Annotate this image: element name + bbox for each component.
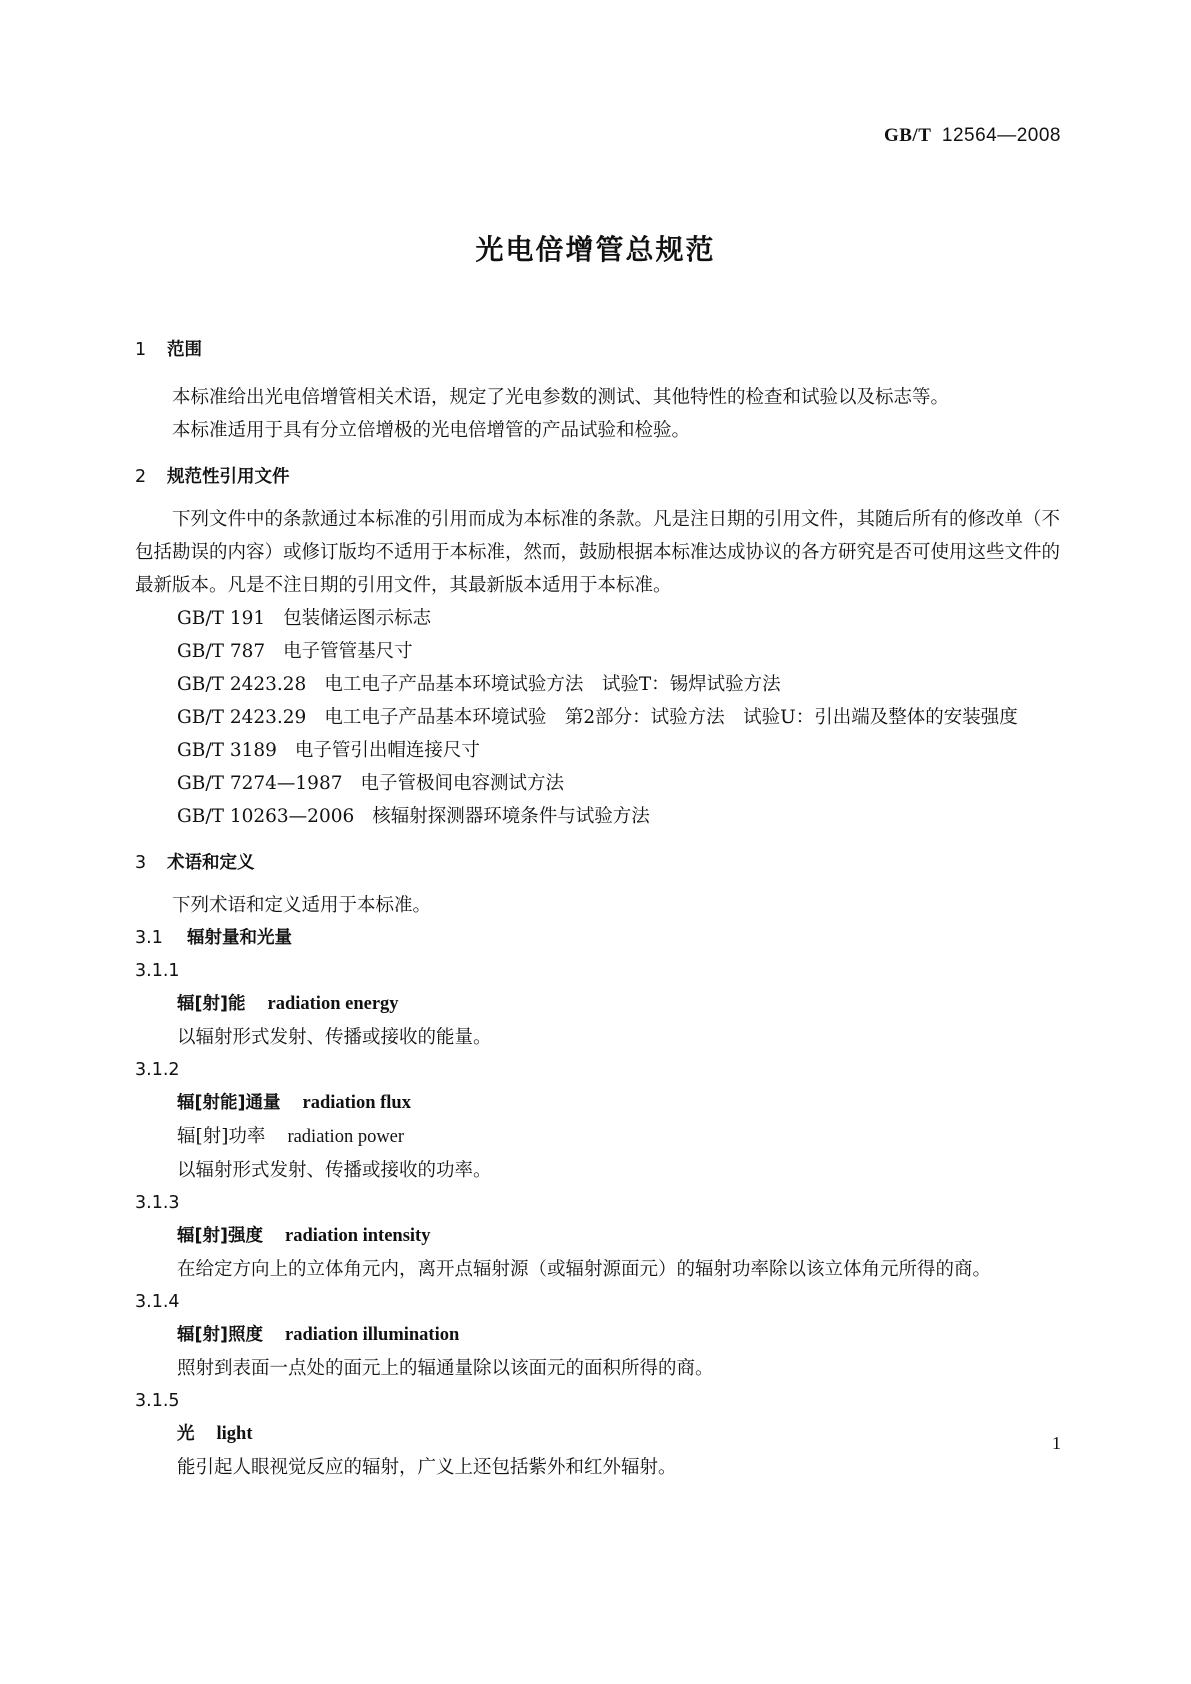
term-definition: 以辐射形式发射、传播或接收的能量。	[177, 1027, 492, 1048]
term-definition: 照射到表面一点处的面元上的辐通量除以该面元的面积所得的商。	[177, 1358, 714, 1379]
term-entry	[135, 1220, 1060, 1253]
term-zh: 辐[射能]通量	[177, 1093, 281, 1113]
term-definition: 在给定方向上的立体角元内，离开点辐射源（或辐射源面元）的辐射功率除以该立体角元所得的商。	[177, 1259, 992, 1280]
term-definition: 能引起人眼视觉反应的辐射，广义上还包括紫外和红外辐射。	[177, 1457, 677, 1478]
reference-code: GB/T 787	[177, 641, 266, 662]
reference-title: 电子管极间电容测试方法	[360, 773, 565, 794]
section-number: 1	[135, 340, 147, 360]
standard-prefix: GB/T	[883, 125, 932, 146]
reference-title: 电工电子产品基本环境试验方法 试验T：锡焊试验方法	[324, 674, 781, 695]
terms-intro: 下列术语和定义适用于本标准。	[172, 895, 432, 916]
reference-title: 电子管引出帽连接尺寸	[294, 740, 480, 761]
reference-item	[135, 800, 1060, 833]
reference-item	[135, 767, 1060, 800]
synonym-en: radiation power	[287, 1127, 405, 1147]
term-zh: 辐[射]强度	[177, 1226, 263, 1246]
term-en: radiation energy	[267, 994, 399, 1014]
document-title: 光电倍增管总规范	[475, 233, 716, 266]
reference-code: GB/T 191	[177, 608, 266, 629]
standard-number: 12564—2008	[941, 125, 1061, 146]
clause-number: 3.1.2	[135, 1060, 180, 1080]
reference-code: GB/T 7274—1987	[177, 773, 343, 794]
reference-title: 电工电子产品基本环境试验 第2部分：试验方法 试验U：引出端及整体的安装强度	[324, 707, 1018, 728]
section-2-heading	[135, 461, 1060, 494]
term-en: radiation intensity	[285, 1226, 431, 1246]
section-title: 术语和定义	[167, 853, 255, 873]
section-title: 规范性引用文件	[167, 467, 290, 487]
term-entry	[135, 1087, 1060, 1120]
subsection-3-1-heading	[135, 922, 1060, 955]
term-zh: 光	[177, 1424, 195, 1444]
term-entry	[135, 1319, 1060, 1352]
reference-item	[135, 701, 1060, 734]
scope-paragraph-1: 本标准给出光电倍增管相关术语，规定了光电参数的测试、其他特性的检查和试验以及标志等。	[172, 387, 950, 408]
clause-number: 3.1.4	[135, 1292, 180, 1312]
reference-item	[135, 668, 1060, 701]
section-title: 范围	[167, 340, 202, 360]
subsection-title: 辐射量和光量	[187, 928, 292, 948]
reference-code: GB/T 2423.28	[177, 674, 307, 695]
reference-code: GB/T 2423.29	[177, 707, 307, 728]
scope-paragraph-2: 本标准适用于具有分立倍增极的光电倍增管的产品试验和检验。	[172, 420, 691, 441]
reference-item	[135, 602, 1060, 635]
page-number: 1	[1052, 1433, 1061, 1453]
synonym-zh: 辐[射]功率	[177, 1126, 266, 1147]
clause-number: 3.1.3	[135, 1193, 180, 1213]
standard-identifier	[884, 125, 1061, 147]
reference-code: GB/T 3189	[177, 740, 277, 761]
term-synonym	[135, 1120, 1060, 1154]
section-number: 3	[135, 853, 147, 873]
references-intro: 下列文件中的条款通过本标准的引用而成为本标准的条款。凡是注日期的引用文件，其随后所有的修改单（不包括勘误的内容）或修订版均不适用于本标准，然而，鼓励根据本标准达成协议的各方研究是否可使用这些文件的最新版本。凡是不注日期的引用文件，其最新版本适用于本标准。	[135, 509, 1061, 596]
term-en: radiation illumination	[285, 1325, 460, 1345]
term-en: light	[216, 1424, 253, 1444]
reference-title: 包装储运图示标志	[283, 608, 432, 629]
term-zh: 辐[射]照度	[177, 1325, 263, 1345]
term-entry	[135, 988, 1060, 1021]
reference-code: GB/T 10263—2006	[177, 806, 355, 827]
document-body	[135, 334, 1060, 1484]
clause-number: 3.1.1	[135, 961, 180, 981]
clause-number: 3.1.5	[135, 1391, 180, 1411]
term-zh: 辐[射]能	[177, 994, 246, 1014]
term-entry	[135, 1418, 1060, 1451]
term-en: radiation flux	[302, 1093, 411, 1113]
subsection-number: 3.1	[135, 928, 163, 948]
section-1-heading	[135, 334, 1060, 367]
section-3-heading	[135, 847, 1060, 880]
reference-item	[135, 734, 1060, 767]
term-definition: 以辐射形式发射、传播或接收的功率。	[177, 1160, 492, 1181]
reference-title: 核辐射探测器环境条件与试验方法	[372, 806, 650, 827]
reference-title: 电子管管基尺寸	[283, 641, 413, 662]
section-number: 2	[135, 467, 147, 487]
reference-item	[135, 635, 1060, 668]
